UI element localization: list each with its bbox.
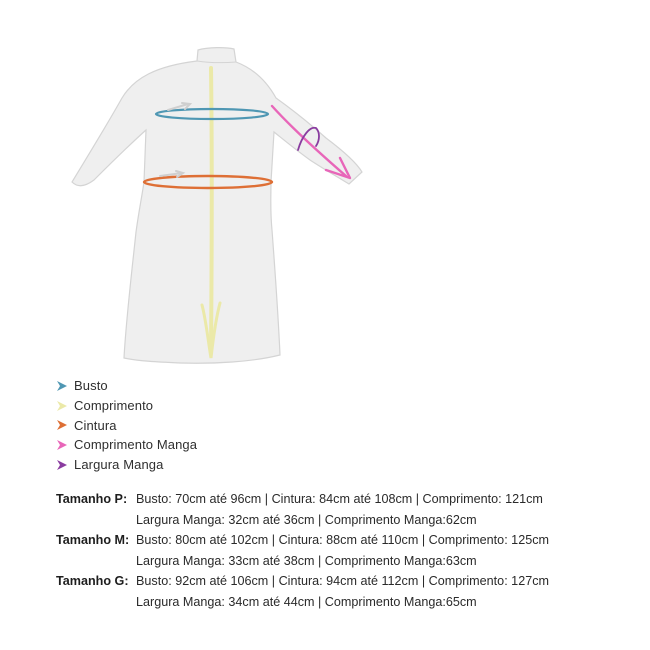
legend-label: Comprimento Manga [74, 437, 198, 453]
size-measurements-line1: Busto: 70cm até 96cm | Cintura: 84cm até 108cm | Comprimento: 121cm [136, 492, 543, 506]
legend-label: Comprimento [74, 398, 154, 414]
size-label: Tamanho M: [56, 533, 130, 547]
legend-item-cintura [56, 415, 197, 435]
legend-item-largura-manga [56, 455, 197, 475]
size-block-g [56, 571, 636, 612]
triangle-arrow-icon [56, 400, 68, 412]
size-chart [56, 489, 636, 612]
size-measurements-line1: Busto: 80cm até 102cm | Cintura: 88cm até 110cm | Comprimento: 125cm [136, 533, 549, 547]
legend-item-busto [56, 376, 197, 396]
triangle-arrow-icon [56, 459, 68, 471]
size-row [56, 489, 636, 510]
size-measurements-line2: Largura Manga: 33cm até 38cm | Comprimento Manga:63cm [136, 553, 477, 568]
legend-label: Busto [74, 378, 108, 394]
legend-label: Largura Manga [74, 457, 164, 473]
size-block-m [56, 530, 636, 571]
size-row [56, 571, 636, 592]
triangle-arrow-icon [56, 419, 68, 431]
legend-item-comprimento-manga [56, 435, 197, 455]
size-measurements-line1: Busto: 92cm até 106cm | Cintura: 94cm até 112cm | Comprimento: 127cm [136, 574, 549, 588]
triangle-arrow-icon [56, 380, 68, 392]
size-label: Tamanho P: [56, 492, 128, 506]
size-label: Tamanho G: [56, 574, 129, 588]
size-row [56, 530, 636, 551]
measurement-legend [56, 376, 197, 474]
size-measurements-line2: Largura Manga: 32cm até 36cm | Comprimento Manga:62cm [136, 512, 477, 527]
length-arrow-line [211, 68, 212, 352]
triangle-arrow-icon [56, 439, 68, 451]
legend-label: Cintura [74, 417, 117, 433]
size-block-p [56, 489, 636, 530]
legend-item-comprimento [56, 396, 197, 416]
size-measurements-line2: Largura Manga: 34cm até 44cm | Comprimento Manga:65cm [136, 594, 477, 609]
